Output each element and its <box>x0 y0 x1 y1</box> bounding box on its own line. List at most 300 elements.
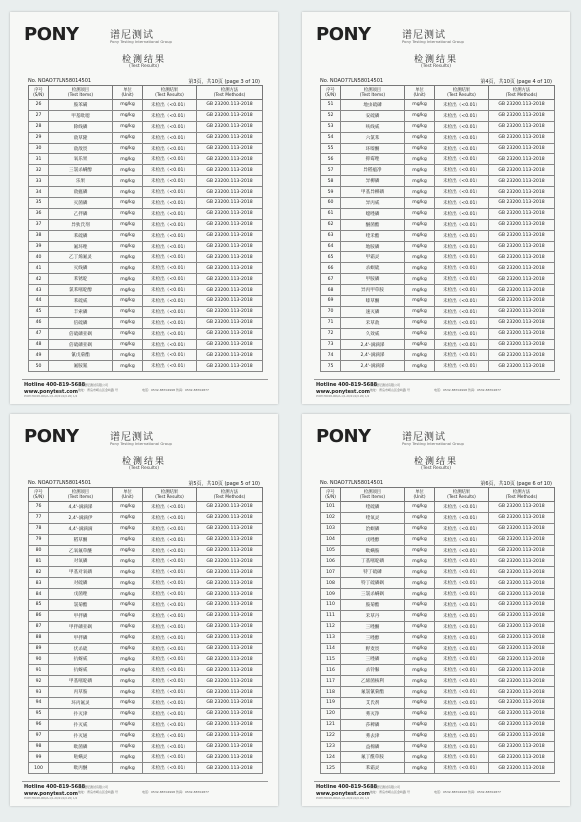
cell-method: GB 23200.113-2018 <box>197 176 263 187</box>
cell-method: GB 23200.113-2018 <box>197 730 263 741</box>
cell-no: 55 <box>321 143 341 154</box>
table-row <box>29 621 263 632</box>
cell-result: 未检出（<0.01） <box>143 643 197 654</box>
header-result <box>143 488 197 502</box>
brand-name-cn: 谱尼测试 <box>110 432 154 443</box>
header-no-en: (S/N) <box>33 92 44 98</box>
cell-no: 32 <box>29 165 49 176</box>
report-page <box>302 414 570 806</box>
header-item-cn: 检测项目 <box>71 87 90 93</box>
table-row <box>321 317 555 328</box>
report-number: No. NOAO77LN58014501 <box>28 78 92 84</box>
cell-item: 特丁硫磷 <box>341 567 405 578</box>
cell-item: 4,4'-滴滴涕 <box>49 502 113 513</box>
cell-method: GB 23200.113-2018 <box>489 741 555 752</box>
logo-text: PONY <box>24 24 79 45</box>
table-row <box>321 698 555 709</box>
cell-unit: mg/kg <box>113 502 143 513</box>
report-meta <box>320 78 552 84</box>
cell-result: 未检出（<0.01） <box>435 306 489 317</box>
table-row <box>29 274 263 285</box>
cell-item: 对氧磷 <box>49 556 113 567</box>
cell-item: 甲基嘧啶磷 <box>49 676 113 687</box>
cell-result: 未检出（<0.01） <box>143 665 197 676</box>
cell-item: 哒螨灵 <box>49 752 113 763</box>
cell-unit: mg/kg <box>405 567 435 578</box>
table-row <box>321 110 555 121</box>
company-name: 青岛谱尼测试有限公司 <box>78 785 109 789</box>
cell-unit: mg/kg <box>405 252 435 263</box>
header-no-en: (S/N) <box>33 494 44 500</box>
page-header <box>316 24 464 47</box>
cell-item: 野麦畏 <box>341 643 405 654</box>
cell-item: 甲基对氧磷 <box>49 567 113 578</box>
table-row <box>29 317 263 328</box>
cell-no: 85 <box>29 600 49 611</box>
cell-unit: mg/kg <box>113 361 143 372</box>
page-label: 第3页，共10页 (page 3 of 10) <box>188 79 260 85</box>
cell-unit: mg/kg <box>113 654 143 665</box>
cell-item: 2,4'-滴滴伊 <box>49 512 113 523</box>
cell-unit: mg/kg <box>405 328 435 339</box>
report-meta <box>28 480 260 486</box>
cell-item: 丰索磷 <box>49 306 113 317</box>
cell-item: 异丙威 <box>341 198 405 209</box>
page-header <box>24 24 172 47</box>
cell-unit: mg/kg <box>405 296 435 307</box>
cell-result: 未检出（<0.01） <box>435 198 489 209</box>
cell-unit: mg/kg <box>113 676 143 687</box>
cell-method: GB 23200.113-2018 <box>197 676 263 687</box>
cell-item: 敌草隆 <box>49 132 113 143</box>
cell-unit: mg/kg <box>405 241 435 252</box>
cell-item: 吡丙醚 <box>49 763 113 774</box>
cell-no: 70 <box>321 306 341 317</box>
cell-item: 乙烯菌核利 <box>341 676 405 687</box>
header-unit <box>113 86 143 100</box>
hotline: Hotline 400-819-5688 <box>316 382 378 388</box>
cell-method: GB 23200.113-2018 <box>489 589 555 600</box>
table-row <box>29 502 263 513</box>
cell-method: GB 23200.113-2018 <box>197 361 263 372</box>
cell-method: GB 23200.113-2018 <box>197 219 263 230</box>
cell-no: 78 <box>29 523 49 534</box>
cell-no: 77 <box>29 512 49 523</box>
table-row <box>321 241 555 252</box>
cell-method: GB 23200.113-2018 <box>489 621 555 632</box>
cell-result: 未检出（<0.01） <box>435 730 489 741</box>
cell-method: GB 23200.113-2018 <box>197 241 263 252</box>
cell-result: 未检出（<0.01） <box>143 230 197 241</box>
cell-item: 苯硫磷 <box>49 230 113 241</box>
cell-item: 速灭磷 <box>341 306 405 317</box>
cell-result: 未检出（<0.01） <box>143 187 197 198</box>
cell-no: 72 <box>321 328 341 339</box>
cell-no: 40 <box>29 252 49 263</box>
cell-method: GB 23200.113-2018 <box>197 708 263 719</box>
cell-method: GB 23200.113-2018 <box>197 187 263 198</box>
cell-result: 未检出（<0.01） <box>435 676 489 687</box>
cell-method: GB 23200.113-2018 <box>197 589 263 600</box>
cell-result: 未检出（<0.01） <box>435 176 489 187</box>
cell-item: 倍硫磷亚砜 <box>49 328 113 339</box>
cell-unit: mg/kg <box>113 708 143 719</box>
cell-no: 81 <box>29 556 49 567</box>
cell-item: 乐果 <box>49 176 113 187</box>
cell-result: 未检出（<0.01） <box>143 752 197 763</box>
table-row <box>29 512 263 523</box>
header-method <box>197 86 263 100</box>
table-row <box>29 654 263 665</box>
cell-result: 未检出（<0.01） <box>435 219 489 230</box>
table-row <box>29 600 263 611</box>
header-item-cn: 检测项目 <box>363 489 382 495</box>
cell-method: GB 23200.113-2018 <box>489 187 555 198</box>
header-method <box>489 86 555 100</box>
cell-no: 122 <box>321 730 341 741</box>
cell-method: GB 23200.113-2018 <box>197 110 263 121</box>
cell-method: GB 23200.113-2018 <box>197 643 263 654</box>
cell-unit: mg/kg <box>405 154 435 165</box>
cell-item: 久效威 <box>341 328 405 339</box>
cell-unit: mg/kg <box>113 143 143 154</box>
cell-unit: mg/kg <box>405 545 435 556</box>
cell-unit: mg/kg <box>405 719 435 730</box>
cell-method: GB 23200.113-2018 <box>197 545 263 556</box>
cell-no: 111 <box>321 610 341 621</box>
cell-no: 114 <box>321 643 341 654</box>
table-row <box>29 589 263 600</box>
cell-unit: mg/kg <box>113 350 143 361</box>
cell-item: 三唑醇 <box>341 632 405 643</box>
cell-item: 禾草敌 <box>341 317 405 328</box>
cell-no: 86 <box>29 610 49 621</box>
cell-result: 未检出（<0.01） <box>143 176 197 187</box>
cell-method: GB 23200.113-2018 <box>197 328 263 339</box>
cell-unit: mg/kg <box>113 187 143 198</box>
logo-text: PONY <box>316 24 371 45</box>
cell-result: 未检出（<0.01） <box>435 361 489 372</box>
cell-no: 112 <box>321 621 341 632</box>
cell-item: 莠去津 <box>341 730 405 741</box>
cell-unit: mg/kg <box>113 556 143 567</box>
cell-no: 103 <box>321 523 341 534</box>
header-no-cn: 序号 <box>326 87 335 93</box>
cell-no: 47 <box>29 328 49 339</box>
cell-item: 苯锈啶 <box>49 274 113 285</box>
cell-item: 氯菊酯 <box>49 600 113 611</box>
cell-result: 未检出（<0.01） <box>143 285 197 296</box>
cell-item: 环丙氟灵 <box>49 698 113 709</box>
brand-name-en: Pony Testing International Group <box>110 39 172 44</box>
cell-item: 2,4'-滴滴涕 <box>341 339 405 350</box>
cell-method: GB 23200.113-2018 <box>197 285 263 296</box>
header-unit-cn: 单位 <box>123 489 132 495</box>
cell-unit: mg/kg <box>113 263 143 274</box>
cell-item: 杀螟硫 <box>341 263 405 274</box>
cell-no: 69 <box>321 296 341 307</box>
cell-unit: mg/kg <box>113 230 143 241</box>
header-no-en: (S/N) <box>325 494 336 500</box>
table-row <box>29 110 263 121</box>
table-row <box>321 252 555 263</box>
cell-method: GB 23200.113-2018 <box>489 752 555 763</box>
table-row <box>321 719 555 730</box>
table-row <box>29 741 263 752</box>
hotline: Hotline 400-819-5688 <box>24 784 86 790</box>
cell-unit: mg/kg <box>113 698 143 709</box>
pony-logo <box>24 427 79 447</box>
cell-unit: mg/kg <box>113 198 143 209</box>
cell-result: 未检出（<0.01） <box>435 752 489 763</box>
cell-unit: mg/kg <box>113 306 143 317</box>
header-item <box>341 488 405 502</box>
cell-no: 106 <box>321 556 341 567</box>
title-cn: 检测结果 <box>413 457 458 467</box>
header-result <box>143 86 197 100</box>
cell-result: 未检出（<0.01） <box>143 698 197 709</box>
table-row <box>29 719 263 730</box>
report-page <box>10 414 278 806</box>
cell-no: 48 <box>29 339 49 350</box>
cell-method: GB 23200.113-2018 <box>197 274 263 285</box>
cell-item: 噁唑磷 <box>341 208 405 219</box>
cell-method: GB 23200.113-2018 <box>489 502 555 513</box>
table-row <box>321 741 555 752</box>
cell-result: 未检出（<0.01） <box>143 208 197 219</box>
table-row <box>321 567 555 578</box>
cell-method: GB 23200.113-2018 <box>197 339 263 350</box>
table-row <box>29 208 263 219</box>
cell-unit: mg/kg <box>405 708 435 719</box>
report-meta <box>28 78 260 84</box>
cell-result: 未检出（<0.01） <box>143 512 197 523</box>
cell-method: GB 23200.113-2018 <box>489 263 555 274</box>
cell-item: 灭线磷 <box>49 263 113 274</box>
cell-unit: mg/kg <box>405 350 435 361</box>
cell-unit: mg/kg <box>405 121 435 132</box>
header-unit-en: (Unit) <box>413 92 426 98</box>
cell-result: 未检出（<0.01） <box>143 263 197 274</box>
cell-item: 伏杀硫 <box>49 643 113 654</box>
cell-method: GB 23200.113-2018 <box>489 654 555 665</box>
cell-item: 醚菌酯 <box>341 219 405 230</box>
cell-item: 扑灭津 <box>49 708 113 719</box>
table-row <box>29 198 263 209</box>
table-row <box>29 708 263 719</box>
cell-item: 2,4'-滴滴涕 <box>341 361 405 372</box>
header-result <box>435 488 489 502</box>
table-row <box>321 219 555 230</box>
cell-item: 三氯杀螨砜 <box>341 589 405 600</box>
cell-unit: mg/kg <box>405 621 435 632</box>
cell-method: GB 23200.113-2018 <box>197 698 263 709</box>
table-row <box>321 730 555 741</box>
table-body <box>321 502 555 774</box>
cell-method: GB 23200.113-2018 <box>197 296 263 307</box>
table-row <box>29 665 263 676</box>
cell-no: 91 <box>29 665 49 676</box>
title-en: (Test Results) <box>128 64 160 69</box>
cell-result: 未检出（<0.01） <box>435 741 489 752</box>
header-result-cn: 检测结果 <box>160 87 179 93</box>
cell-unit: mg/kg <box>405 176 435 187</box>
cell-method: GB 23200.113-2018 <box>489 132 555 143</box>
cell-item: 氰戊菊酯 <box>49 350 113 361</box>
table-row <box>29 187 263 198</box>
cell-item: 稻草酮 <box>49 534 113 545</box>
cell-result: 未检出（<0.01） <box>435 632 489 643</box>
cell-result: 未检出（<0.01） <box>435 687 489 698</box>
cell-no: 51 <box>321 100 341 111</box>
pony-logo <box>316 25 371 45</box>
company-phone: 电话：0532-88704998 传真：0532-88704877 <box>434 388 501 392</box>
cell-unit: mg/kg <box>113 589 143 600</box>
cell-unit: mg/kg <box>405 339 435 350</box>
cell-item: 益棉磷 <box>341 741 405 752</box>
cell-unit: mg/kg <box>113 296 143 307</box>
page-label: 第5页，共10页 (page 5 of 10) <box>188 481 260 487</box>
cell-unit: mg/kg <box>405 741 435 752</box>
cell-result: 未检出（<0.01） <box>143 219 197 230</box>
header-result-cn: 检测结果 <box>160 489 179 495</box>
header-no <box>29 488 49 502</box>
cell-result: 未检出（<0.01） <box>435 187 489 198</box>
cell-item: 甲基异柳磷 <box>341 187 405 198</box>
cell-method: GB 23200.113-2018 <box>489 676 555 687</box>
cell-result: 未检出（<0.01） <box>435 100 489 111</box>
cell-unit: mg/kg <box>113 512 143 523</box>
cell-result: 未检出（<0.01） <box>435 154 489 165</box>
cell-method: GB 23200.113-2018 <box>489 143 555 154</box>
cell-no: 33 <box>29 176 49 187</box>
cell-result: 未检出（<0.01） <box>143 165 197 176</box>
table-row <box>29 556 263 567</box>
cell-no: 58 <box>321 176 341 187</box>
cell-result: 未检出（<0.01） <box>435 263 489 274</box>
cell-result: 未检出（<0.01） <box>435 230 489 241</box>
table-row <box>29 176 263 187</box>
cell-unit: mg/kg <box>405 198 435 209</box>
header-no <box>321 86 341 100</box>
cell-result: 未检出（<0.01） <box>435 763 489 774</box>
cell-result: 未检出（<0.01） <box>435 567 489 578</box>
title-en: (Test Results) <box>420 64 452 69</box>
cell-method: GB 23200.113-2018 <box>489 523 555 534</box>
cell-method: GB 23200.113-2018 <box>489 328 555 339</box>
header-no-cn: 序号 <box>34 87 43 93</box>
cell-method: GB 23200.113-2018 <box>197 523 263 534</box>
cell-no: 43 <box>29 285 49 296</box>
header-unit-cn: 单位 <box>415 489 424 495</box>
table-row <box>29 230 263 241</box>
cell-no: 88 <box>29 632 49 643</box>
cell-method: GB 23200.113-2018 <box>197 350 263 361</box>
cell-method: GB 23200.113-2018 <box>489 198 555 209</box>
table-row <box>321 665 555 676</box>
table-row <box>321 121 555 132</box>
cell-unit: mg/kg <box>405 665 435 676</box>
header-item <box>49 86 113 100</box>
table-row <box>321 502 555 513</box>
report-page <box>302 12 570 404</box>
cell-unit: mg/kg <box>405 502 435 513</box>
cell-item: 扑灭通 <box>49 730 113 741</box>
table-row <box>29 610 263 621</box>
cell-method: GB 23200.113-2018 <box>197 132 263 143</box>
cell-result: 未检出（<0.01） <box>143 621 197 632</box>
cell-method: GB 23200.113-2018 <box>197 121 263 132</box>
cell-method: GB 23200.113-2018 <box>489 708 555 719</box>
table-row <box>321 545 555 556</box>
cell-unit: mg/kg <box>113 610 143 621</box>
cell-no: 83 <box>29 578 49 589</box>
cell-no: 87 <box>29 621 49 632</box>
page-footer <box>314 781 560 800</box>
cell-unit: mg/kg <box>405 698 435 709</box>
table-row <box>29 578 263 589</box>
table-row <box>321 154 555 165</box>
cell-no: 50 <box>29 361 49 372</box>
website: www.ponytest.com <box>316 791 370 797</box>
cell-no: 57 <box>321 165 341 176</box>
cell-result: 未检出（<0.01） <box>435 643 489 654</box>
company-address: 地址：青岛市崂山区金岭路 号 <box>78 790 118 794</box>
cell-item: 喹禾酯 <box>341 230 405 241</box>
header-item-cn: 检测项目 <box>71 489 90 495</box>
cell-method: GB 23200.113-2018 <box>197 100 263 111</box>
table-row <box>29 350 263 361</box>
cell-result: 未检出（<0.01） <box>435 708 489 719</box>
cell-item: 地虫硫磷 <box>341 100 405 111</box>
cell-unit: mg/kg <box>113 621 143 632</box>
cell-result: 未检出（<0.01） <box>143 241 197 252</box>
cell-unit: mg/kg <box>113 730 143 741</box>
cell-result: 未检出（<0.01） <box>435 512 489 523</box>
cell-result: 未检出（<0.01） <box>435 665 489 676</box>
cell-no: 125 <box>321 763 341 774</box>
cell-unit: mg/kg <box>405 687 435 698</box>
cell-no: 34 <box>29 187 49 198</box>
title-en: (Test Results) <box>128 466 160 471</box>
cell-result: 未检出（<0.01） <box>143 328 197 339</box>
cell-method: GB 23200.113-2018 <box>197 741 263 752</box>
cell-item: 三唑磷 <box>341 654 405 665</box>
cell-method: GB 23200.113-2018 <box>489 110 555 121</box>
cell-no: 65 <box>321 252 341 263</box>
cell-item: 杀铃脲 <box>341 665 405 676</box>
table-row <box>29 296 263 307</box>
cell-method: GB 23200.113-2018 <box>197 306 263 317</box>
table-row <box>29 643 263 654</box>
cell-method: GB 23200.113-2018 <box>489 610 555 621</box>
cell-method: GB 23200.113-2018 <box>197 687 263 698</box>
cell-result: 未检出（<0.01） <box>143 306 197 317</box>
table-row <box>29 306 263 317</box>
cell-no: 113 <box>321 632 341 643</box>
cell-no: 31 <box>29 154 49 165</box>
table-row <box>321 263 555 274</box>
table-row <box>321 100 555 111</box>
cell-method: GB 23200.113-2018 <box>197 198 263 209</box>
cell-result: 未检出（<0.01） <box>435 556 489 567</box>
table-row <box>29 100 263 111</box>
cell-item: 敌敌畏 <box>49 143 113 154</box>
cell-unit: mg/kg <box>113 208 143 219</box>
cell-result: 未检出（<0.01） <box>143 730 197 741</box>
cell-result: 未检出（<0.01） <box>143 578 197 589</box>
pony-logo <box>316 427 371 447</box>
